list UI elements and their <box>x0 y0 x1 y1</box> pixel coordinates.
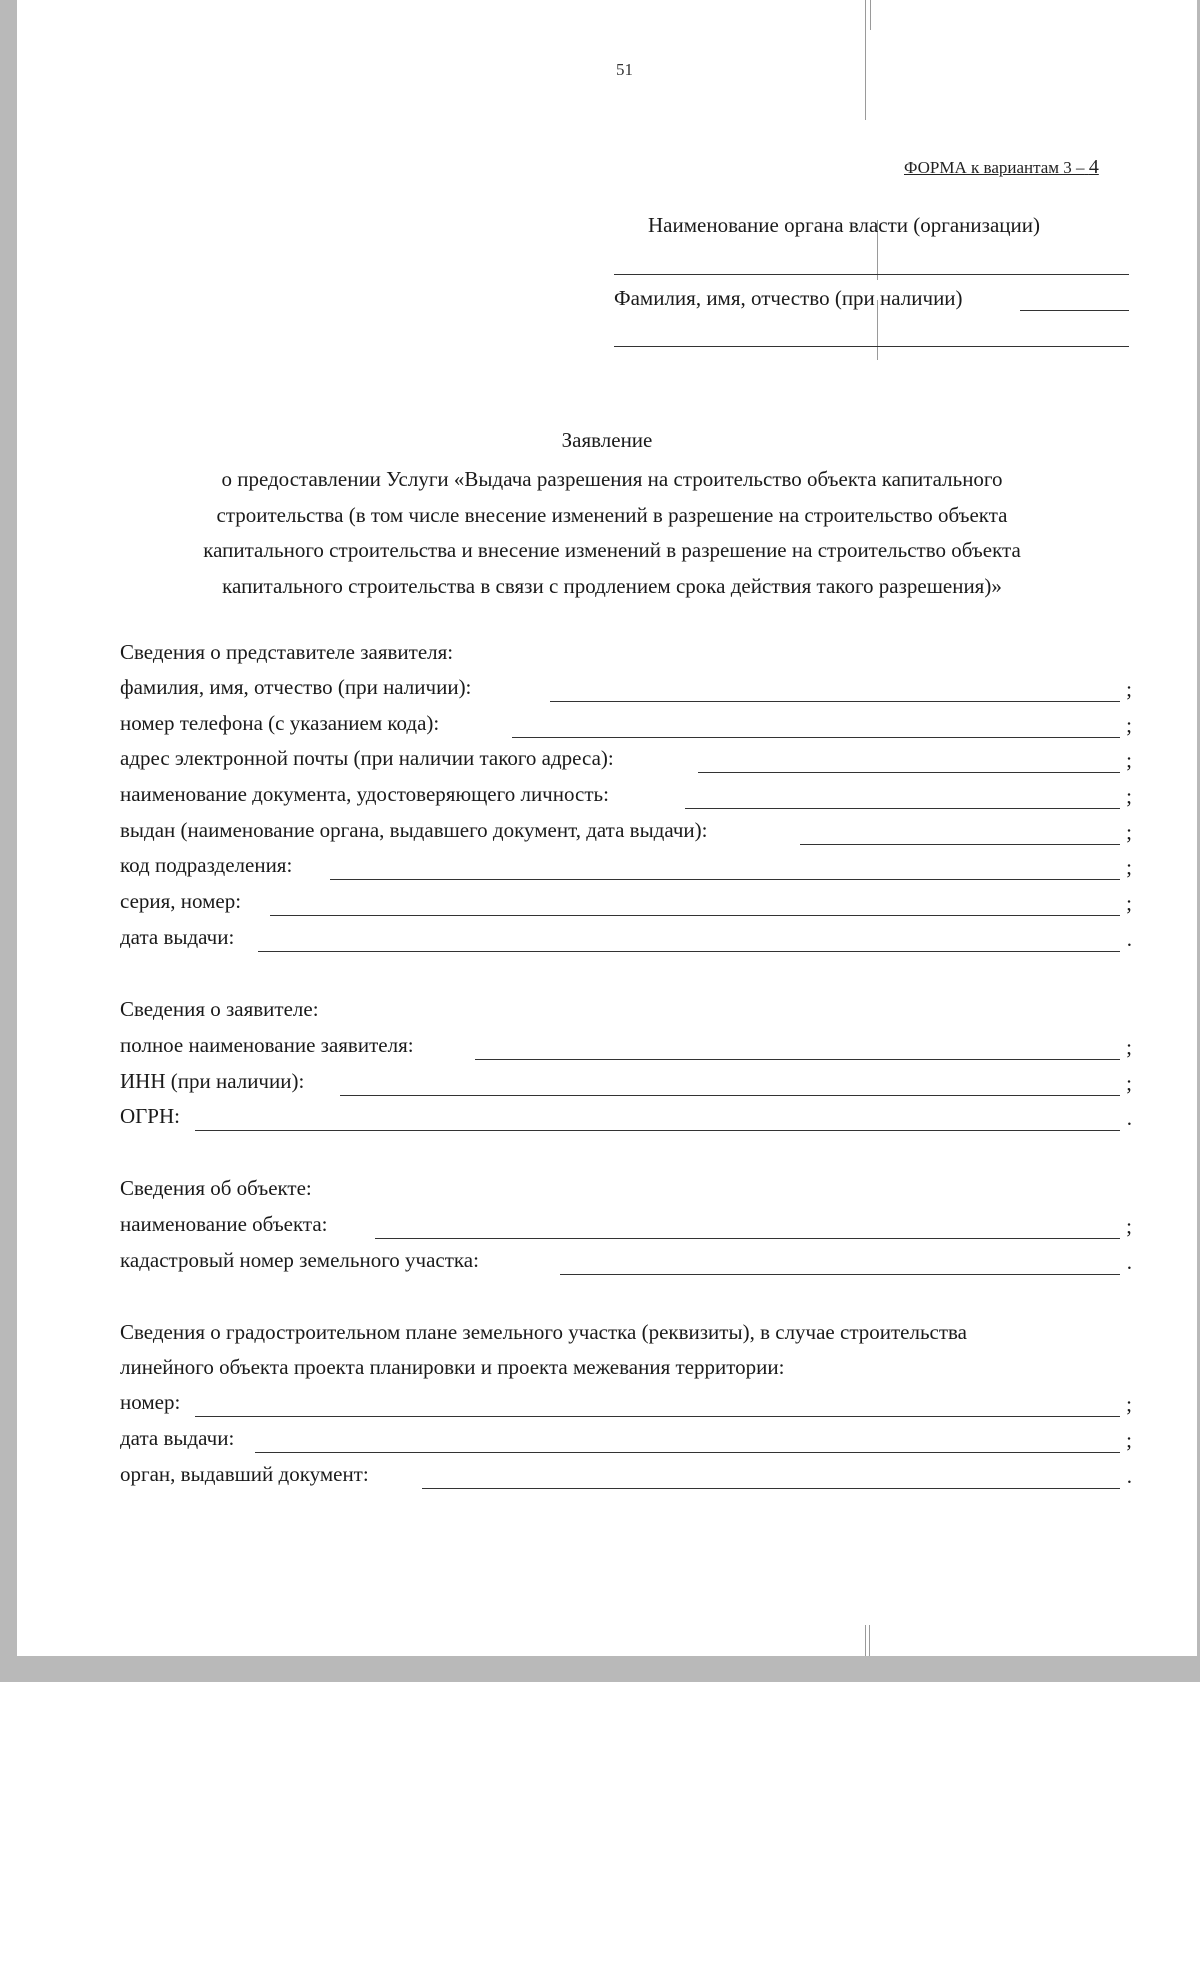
scan-artifact-line <box>865 0 866 120</box>
field-row <box>120 782 1132 812</box>
field-row <box>120 1033 1132 1063</box>
plan-heading-line: Сведения о градостроительном плане земельного участка (реквизиты), в случае строительства <box>120 1320 968 1344</box>
field-end-mark: ; <box>1126 1392 1132 1416</box>
field-label: ИНН (при наличии): <box>120 1069 305 1093</box>
field-label: серия, номер: <box>120 889 242 913</box>
field-row <box>120 818 1132 848</box>
field-label: номер: <box>120 1390 181 1414</box>
field-blank[interactable] <box>375 1238 1120 1239</box>
field-blank[interactable] <box>685 808 1120 809</box>
field-end-mark: ; <box>1126 820 1132 844</box>
field-label: код подразделения: <box>120 853 293 877</box>
field-label: выдан (наименование органа, выдавшего документ, дата выдачи): <box>120 818 708 842</box>
field-label: кадастровый номер земельного участка: <box>120 1248 479 1272</box>
field-row <box>120 1212 1132 1242</box>
field-row <box>120 1248 1132 1278</box>
field-blank[interactable] <box>550 701 1120 702</box>
field-row <box>120 1069 1132 1099</box>
field-blank[interactable] <box>195 1416 1120 1417</box>
field-end-mark: ; <box>1126 713 1132 737</box>
fio-underline <box>1020 310 1129 311</box>
field-end-mark: . <box>1126 927 1132 951</box>
field-end-mark: ; <box>1126 748 1132 772</box>
document-subtitle <box>142 462 1082 604</box>
field-blank[interactable] <box>475 1059 1120 1060</box>
page-number: 51 <box>616 60 633 79</box>
subtitle-line: строительства (в том числе внесение изменений в разрешение на строительство объекта <box>216 502 1008 527</box>
field-blank[interactable] <box>255 1452 1120 1453</box>
field-blank[interactable] <box>340 1095 1120 1096</box>
field-row <box>120 1426 1132 1456</box>
form-label-text: ФОРМА к вариантам 3 – <box>904 158 1085 177</box>
field-row <box>120 1462 1132 1492</box>
field-blank[interactable] <box>195 1130 1120 1131</box>
subtitle-line: о предоставлении Услуги «Выдача разрешения на строительство объекта капитального <box>221 467 1003 491</box>
field-end-mark: ; <box>1126 891 1132 915</box>
field-blank[interactable] <box>560 1274 1120 1275</box>
field-blank[interactable] <box>258 951 1120 952</box>
field-end-mark: ; <box>1126 1214 1132 1238</box>
field-end-mark: . <box>1126 1106 1132 1130</box>
form-label-number: 4 <box>1088 156 1099 178</box>
authority-label: Наименование органа власти (организации) <box>648 213 1040 237</box>
field-row <box>120 853 1132 883</box>
field-end-mark: ; <box>1126 1035 1132 1059</box>
field-label: наименование документа, удостоверяющего личность: <box>120 782 609 806</box>
object-heading: Сведения об объекте: <box>120 1176 312 1200</box>
field-row <box>120 925 1132 955</box>
fio-underline-2 <box>614 346 1129 347</box>
field-row <box>120 1390 1132 1420</box>
field-label: наименование объекта: <box>120 1212 328 1236</box>
field-blank[interactable] <box>330 879 1120 880</box>
field-label: ОГРН: <box>120 1104 180 1128</box>
field-label: орган, выдавший документ: <box>120 1462 369 1486</box>
scan-artifact-line <box>869 1625 870 1656</box>
field-label: фамилия, имя, отчество (при наличии): <box>120 675 472 699</box>
field-label: адрес электронной почты (при наличии такого адреса): <box>120 746 614 770</box>
subtitle-line: капитального строительства в связи с продлением срока действия такого разрешения)» <box>222 573 1002 598</box>
document-title: Заявление <box>561 428 653 452</box>
field-row <box>120 1104 1132 1134</box>
field-label: дата выдачи: <box>120 1426 235 1450</box>
representative-heading: Сведения о представителе заявителя: <box>120 640 454 664</box>
field-label: дата выдачи: <box>120 925 235 949</box>
field-row <box>120 675 1132 705</box>
plan-heading-line: линейного объекта проекта планировки и проекта межевания территории: <box>120 1355 785 1379</box>
document-page <box>17 0 1197 1656</box>
field-label: полное наименование заявителя: <box>120 1033 414 1057</box>
field-end-mark: ; <box>1126 855 1132 879</box>
applicant-heading: Сведения о заявителе: <box>120 997 319 1021</box>
field-end-mark: . <box>1126 1250 1132 1274</box>
field-end-mark: . <box>1126 1464 1132 1488</box>
fio-label: Фамилия, имя, отчество (при наличии) <box>614 286 963 310</box>
scan-artifact-line <box>870 0 871 30</box>
field-blank[interactable] <box>512 737 1120 738</box>
scan-artifact-line <box>865 1625 866 1656</box>
subtitle-line: капитального строительства и внесение изменений в разрешение на строительство объекта <box>203 538 1021 562</box>
field-end-mark: ; <box>1126 1428 1132 1452</box>
field-blank[interactable] <box>270 915 1120 916</box>
authority-underline <box>614 274 1129 275</box>
field-end-mark: ; <box>1126 1071 1132 1095</box>
field-row <box>120 711 1132 741</box>
field-blank[interactable] <box>698 772 1120 773</box>
field-blank[interactable] <box>800 844 1120 845</box>
field-row <box>120 746 1132 776</box>
field-row <box>120 889 1132 919</box>
form-label <box>904 156 1099 179</box>
field-end-mark: ; <box>1126 677 1132 701</box>
field-end-mark: ; <box>1126 784 1132 808</box>
field-blank[interactable] <box>422 1488 1120 1489</box>
field-label: номер телефона (с указанием кода): <box>120 711 440 735</box>
